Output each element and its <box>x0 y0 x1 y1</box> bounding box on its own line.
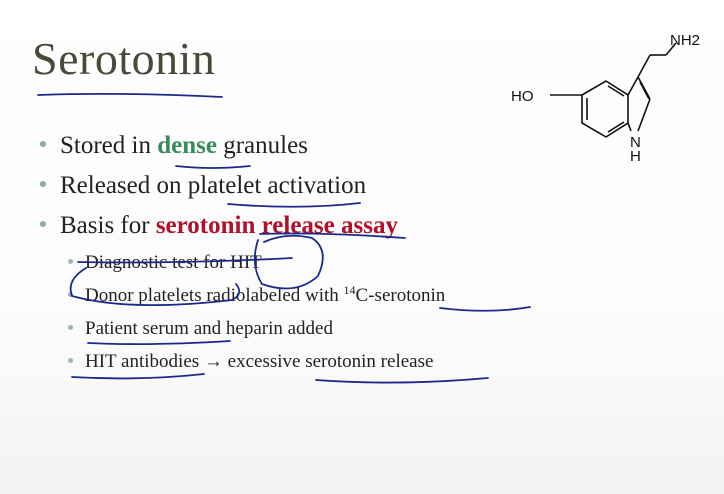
ink-underline-serotonin <box>440 307 530 311</box>
ink-circle-hit <box>255 236 323 289</box>
slide-title: Serotonin <box>32 33 216 84</box>
bullet-stored: Stored in dense granules <box>40 132 308 160</box>
sub-bullet-patient: Patient serum and heparin added <box>68 318 333 340</box>
sub-bullet-dot-icon <box>68 325 73 330</box>
serotonin-structure-diagram <box>500 25 720 185</box>
ring-h-label: H <box>630 148 641 165</box>
ink-underline-activation <box>228 203 360 207</box>
emphasis-dense: dense <box>157 132 217 159</box>
ink-underline-title <box>38 94 222 97</box>
bullet-dot-icon <box>40 221 46 227</box>
sub-bullet-donor: Donor platelets radiolabeled with $^{14}$C-serotonin <box>68 285 445 307</box>
arrow-right-icon: → <box>203 351 223 372</box>
ink-underline-hit <box>72 374 204 378</box>
sub-bullet-dot-icon <box>68 358 73 363</box>
ink-underline-dense <box>176 166 250 168</box>
hydroxyl-label: HO <box>511 88 534 105</box>
sub-bullet-diagnostic: Diagnostic test for HIT <box>68 252 262 274</box>
ink-underline-patient <box>88 341 230 344</box>
bullet-basis: Basis for serotonin release assay <box>40 212 398 240</box>
sub-bullet-dot-icon <box>68 292 73 297</box>
sub-bullet-dot-icon <box>68 259 73 264</box>
sub-bullet-hit-antibodies: HIT antibodies → excessive serotonin release <box>68 351 433 373</box>
ring-n-label: N <box>630 134 641 151</box>
bullet-dot-icon <box>40 141 46 147</box>
bullet-released: Released on platelet activation <box>40 172 366 200</box>
emphasis-sra: serotonin release assay <box>155 212 398 239</box>
bullet-dot-icon <box>40 181 46 187</box>
ink-underline-release <box>316 378 488 383</box>
amine-label: NH2 <box>670 32 701 49</box>
